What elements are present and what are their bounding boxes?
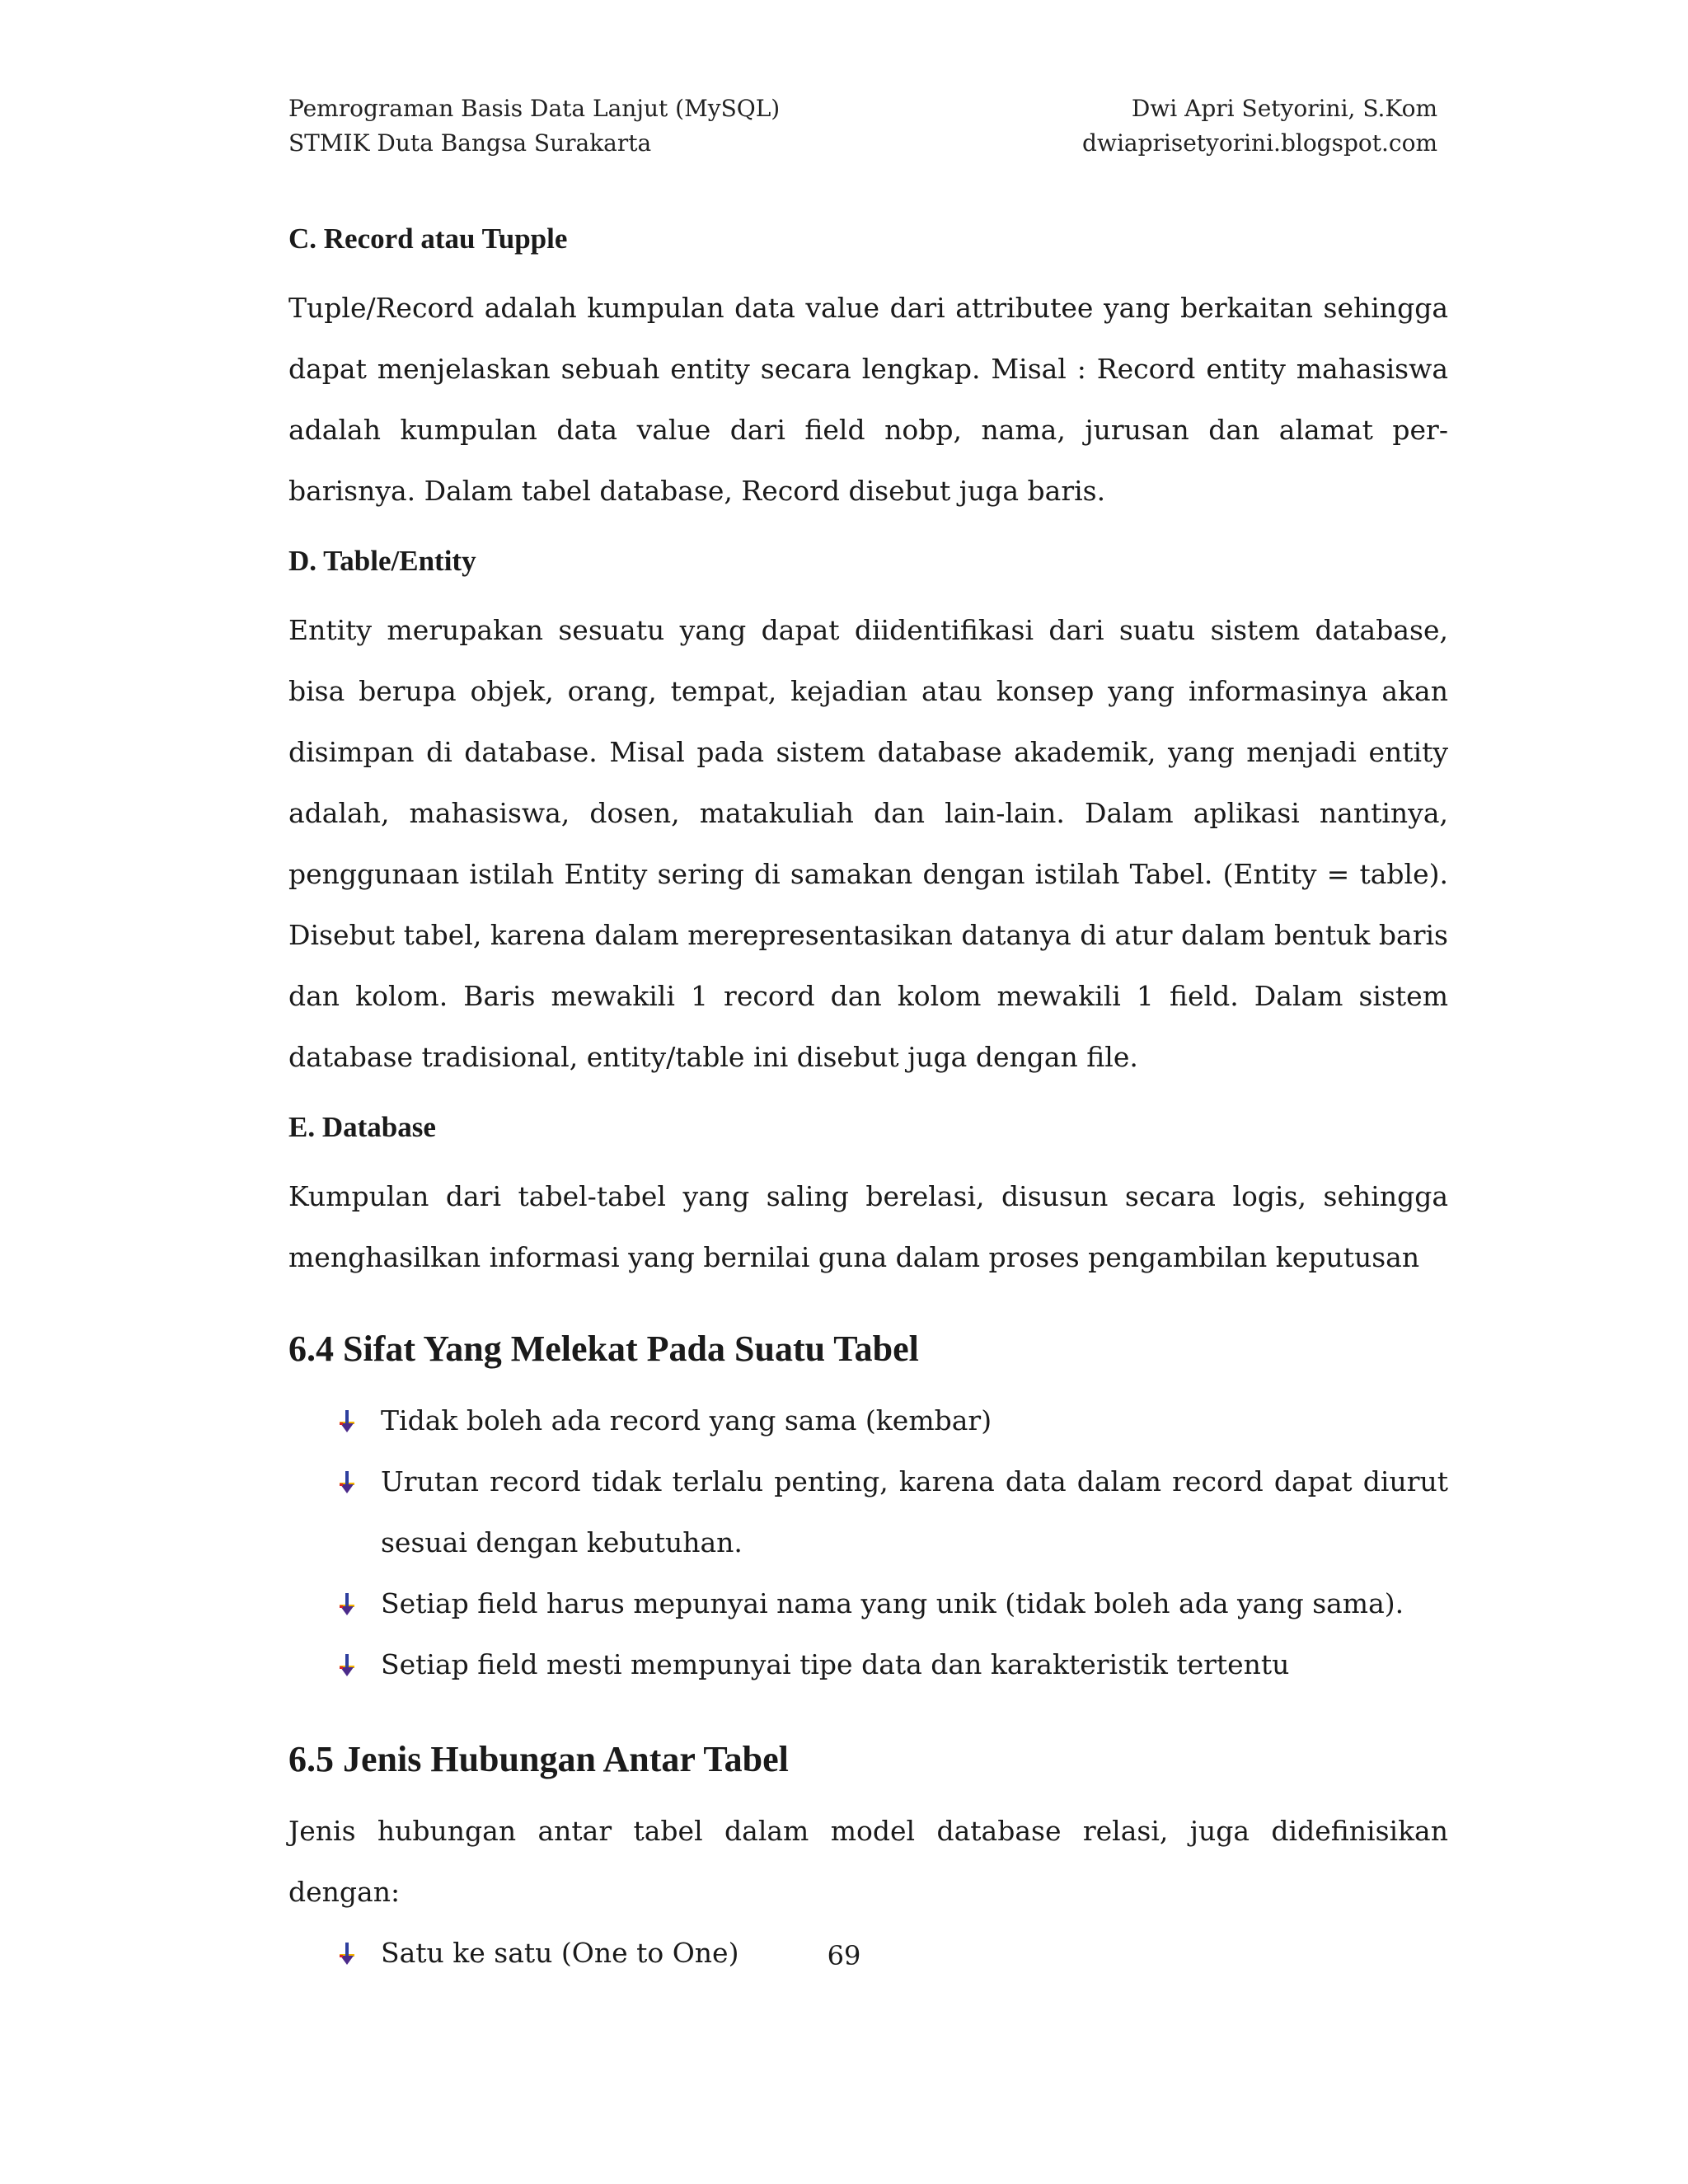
page-content <box>288 216 1448 1984</box>
list-item-text: Setiap field harus mepunyai nama yang unik (tidak boleh ada yang sama). <box>381 1587 1404 1619</box>
list-item <box>288 1634 1448 1695</box>
section-6-4-list <box>288 1390 1448 1695</box>
section-d-body: Entity merupakan sesuatu yang dapat diidentifikasi dari suatu sistem database, bisa berupa objek, orang, tempat, kejadian atau konsep yang informasinya akan disimpan di database. Misal pada sistem database akademik, yang menjadi entity adalah, mahasiswa, dosen, matakuliah dan lain-lain. Dalam aplikasi nantinya, penggunaan istilah Entity sering di samakan dengan istilah Tabel. (Entity = table). Disebut tabel, karena dalam merepresentasikan datanya di atur dalam bentuk baris dan kolom. Baris mewakili 1 record dan kolom mewakili 1 field. Dalam sistem database tradisional, entity/table ini disebut juga dengan file. <box>288 614 1448 1073</box>
section-6-4-title: 6.4 Sifat Yang Melekat Pada Suatu Tabel <box>288 1329 919 1369</box>
list-item-text: Setiap field mesti mempunyai tipe data dan karakteristik tertentu <box>381 1648 1290 1680</box>
header-blog-url: dwiaprisetyorini.blogspot.com <box>1082 129 1437 157</box>
arrow-down-bullet-icon <box>336 1654 358 1677</box>
list-item <box>288 1451 1448 1573</box>
section-c-body: Tuple/Record adalah kumpulan data value dari attributee yang berkaitan sehingga dapat menjelaskan sebuah entity secara lengkap. Misal : Record entity mahasiswa adalah kumpulan data value dari field nobp, nama, jurusan dan alamat per-barisnya. Dalam tabel database, Record disebut juga baris. <box>288 292 1448 507</box>
list-item <box>288 1390 1448 1451</box>
section-c-title: C. Record atau Tupple <box>288 223 568 255</box>
section-d-title: D. Table/Entity <box>288 545 476 577</box>
section-6-5-body: Jenis hubungan antar tabel dalam model database relasi, juga didefinisikan dengan: <box>288 1815 1448 1908</box>
header-institution: STMIK Duta Bangsa Surakarta <box>288 129 652 157</box>
list-item-text: Tidak boleh ada record yang sama (kembar) <box>381 1404 992 1436</box>
list-item <box>288 1573 1448 1634</box>
list-item-text: Urutan record tidak terlalu penting, karena data dalam record dapat diurut sesuai dengan kebutuhan. <box>381 1465 1448 1558</box>
section-e-body: Kumpulan dari tabel-tabel yang saling berelasi, disusun secara logis, sehingga menghasilkan informasi yang bernilai guna dalam proses pengambilan keputusan <box>288 1180 1448 1273</box>
section-6-5-title: 6.5 Jenis Hubungan Antar Tabel <box>288 1739 789 1779</box>
header-author: Dwi Apri Setyorini, S.Kom <box>1131 95 1437 122</box>
list-item-text: Satu ke satu (One to One) <box>381 1937 739 1969</box>
arrow-down-bullet-icon <box>336 1471 358 1494</box>
page-number: 69 <box>827 1940 861 1971</box>
section-e-title: E. Database <box>288 1111 436 1143</box>
arrow-down-bullet-icon <box>336 1593 358 1616</box>
header-course-title: Pemrograman Basis Data Lanjut (MySQL) <box>288 95 781 122</box>
arrow-down-bullet-icon <box>336 1410 358 1433</box>
